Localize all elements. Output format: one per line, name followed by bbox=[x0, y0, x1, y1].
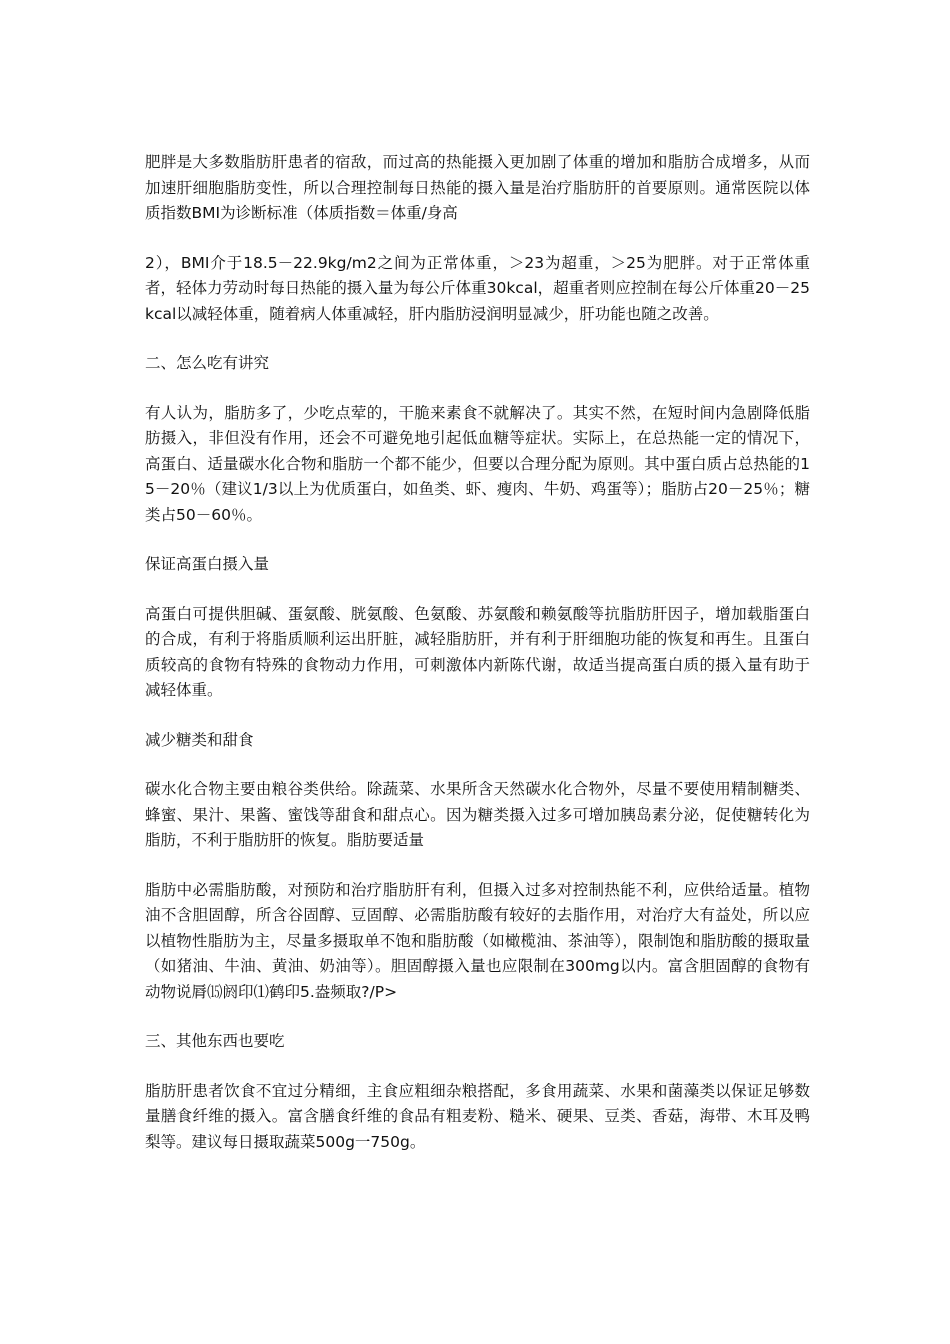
paragraph-reduce-sugar: 碳水化合物主要由粮谷类供给。除蔬菜、水果所含天然碳水化合物外，尽量不要使用精制糖类、蜂蜜、果汁、果酱、蜜饯等甜食和甜点心。因为糖类摄入过多可增加胰岛素分泌，促使糖转化为脂肪，不利于脂肪肝的恢复。脂肪要适量 bbox=[145, 780, 810, 849]
document-body bbox=[145, 150, 810, 1179]
paragraph-obesity-intro: 肥胖是大多数脂肪肝患者的宿敌，而过高的热能摄入更加剧了体重的增加和脂肪合成增多，从而加速肝细胞脂肪变性，所以合理控制每日热能的摄入量是治疗脂肪肝的首要原则。通常医院以体质指数BMI为诊断标准（体质指数＝体重/身高 bbox=[145, 153, 810, 222]
paragraph-bmi-standards: 2），BMI介于18.5－22.9kg/m2之间为正常体重，＞23为超重，＞25为肥胖。对于正常体重者，轻体力劳动时每日热能的摄入量为每公斤体重30kcal，超重者则应控制在每公斤体重20－25kcal以减轻体重，随着病人体重减轻，肝内脂肪浸润明显减少，肝功能也随之改善。 bbox=[145, 253, 810, 323]
paragraph-dietary-fiber: 脂肪肝患者饮食不宜过分精细，主食应粗细杂粮搭配，多食用蔬菜、水果和菌藻类以保证足够数量膳食纤维的摄入。富含膳食纤维的食品有粗麦粉、糙米、硬果、豆类、香菇，海带、木耳及鸭梨等。建议每日摄取蔬菜500g一750g。 bbox=[145, 1081, 810, 1151]
subheading-high-protein: 保证高蛋白摄入量 bbox=[145, 555, 270, 573]
subheading-reduce-sugar: 减少糖类和甜食 bbox=[145, 730, 254, 749]
section-heading-how-to-eat: 二、怎么吃有讲究 bbox=[145, 354, 270, 372]
paragraph-fat-intake: 脂肪中必需脂肪酸，对预防和治疗脂肪肝有利，但摄入过多对控制热能不利，应供给适量。植物油不含胆固醇，所含谷固醇、豆固醇、必需脂肪酸有较好的去脂作用，对治疗大有益处，所以应以植物性脂肪为主，尽量多摄取单不饱和脂肪酸（如橄榄油、茶油等），限制饱和脂肪酸的摄取量（如猪油、牛油、黄油、奶油等）。胆固醇摄入量也应限制在300mg以内。富含胆固醇的食物有动物说脣⒂阏印⑴鹤印5.盎频取?/P> bbox=[145, 880, 810, 1001]
paragraph-high-protein: 高蛋白可提供胆碱、蛋氨酸、胱氨酸、色氨酸、苏氨酸和赖氨酸等抗脂肪肝因子，增加载脂蛋白的合成，有利于将脂质顺利运出肝脏，减轻脂肪肝，并有利于肝细胞功能的恢复和再生。且蛋白质较高的食物有特殊的食物动力作用，可刺激体内新陈代谢，故适当提高蛋白质的摄入量有助于减轻体重。 bbox=[145, 604, 810, 699]
section-heading-other-foods: 三、其他东西也要吃 bbox=[145, 1032, 285, 1050]
paragraph-nutrient-ratio: 有人认为，脂肪多了，少吃点荤的，干脆来素食不就解决了。其实不然，在短时间内急剧降低脂肪摄入，非但没有作用，还会不可避免地引起低血糖等症状。实际上，在总热能一定的情况下，高蛋白、适量碳水化合物和脂肪一个都不能少，但要以合理分配为原则。其中蛋白质占总热能的15－20％（建议1/3以上为优质蛋白，如鱼类、虾、瘦肉、牛奶、鸡蛋等）；脂肪占20－25％；糖类占50－60％。 bbox=[145, 403, 810, 524]
